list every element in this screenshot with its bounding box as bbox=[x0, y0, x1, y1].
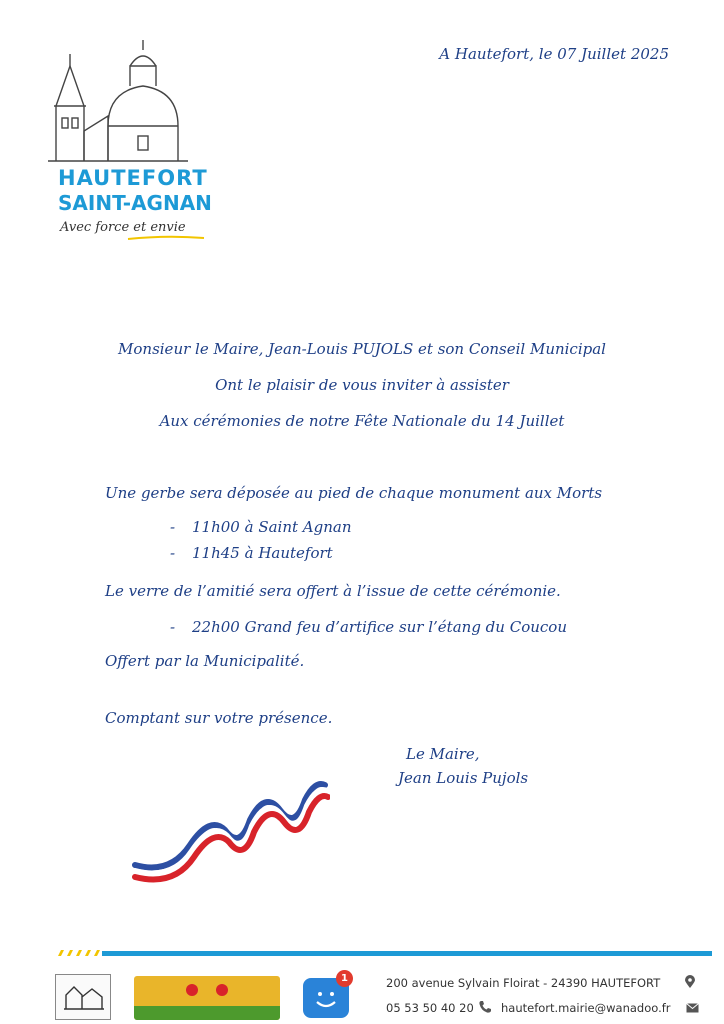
house-icon bbox=[56, 975, 110, 1019]
flower-icon bbox=[134, 976, 280, 1006]
schedule-item-2: 11h45 à Hautefort bbox=[192, 544, 333, 562]
offert-text: Offert par la Municipalité. bbox=[105, 652, 305, 670]
intro-line-1: Monsieur le Maire, Jean-Louis PUJOLS et son Conseil Municipal bbox=[118, 340, 606, 358]
intro-line-3: Aux cérémonies de notre Fête Nationale du 14 Juillet bbox=[159, 412, 565, 430]
signature-title: Le Maire, bbox=[406, 745, 480, 763]
partner-logo-house bbox=[55, 974, 111, 1020]
intro-line-2: Ont le plaisir de vous inviter à assister bbox=[215, 376, 509, 394]
bullet-dash: - bbox=[170, 518, 176, 536]
footer-stripe bbox=[58, 948, 712, 958]
location-pin-icon bbox=[684, 975, 696, 992]
verre-text: Le verre de l’amitié sera offert à l’issue de cette cérémonie. bbox=[105, 582, 561, 600]
closing-text: Comptant sur votre présence. bbox=[105, 709, 333, 727]
notification-badge: 1 bbox=[336, 970, 353, 987]
municipal-logo bbox=[48, 36, 218, 251]
footer-email: hautefort.mairie@wanadoo.fr bbox=[501, 1001, 671, 1015]
tagline-underline bbox=[126, 234, 206, 242]
logo-tagline: Avec force et envie bbox=[60, 220, 186, 235]
castle-church-icon bbox=[48, 36, 188, 166]
envelope-icon bbox=[686, 1002, 699, 1016]
schedule-item-3: 22h00 Grand feu d’artifice sur l’étang du Coucou bbox=[192, 618, 567, 636]
tricolor-ribbon-icon bbox=[130, 775, 330, 890]
logo-town-name: HAUTEFORT bbox=[58, 166, 208, 190]
schedule-item-1: 11h00 à Saint Agnan bbox=[192, 518, 352, 536]
gerbe-text: Une gerbe sera déposée au pied de chaque monument aux Morts bbox=[105, 484, 603, 502]
signature-name: Jean Louis Pujols bbox=[398, 769, 529, 787]
footer-phone: 05 53 50 40 20 bbox=[386, 1001, 474, 1015]
bullet-dash: - bbox=[170, 544, 176, 562]
phone-icon bbox=[478, 1000, 492, 1017]
footer-address: 200 avenue Sylvain Floirat - 24390 HAUTEFORT bbox=[386, 976, 661, 990]
date-line: A Hautefort, le 07 Juillet 2025 bbox=[439, 45, 669, 63]
bullet-dash: - bbox=[170, 618, 176, 636]
partner-logo-flowers bbox=[134, 976, 280, 1020]
logo-town-name-2: SAINT-AGNAN bbox=[58, 191, 212, 215]
